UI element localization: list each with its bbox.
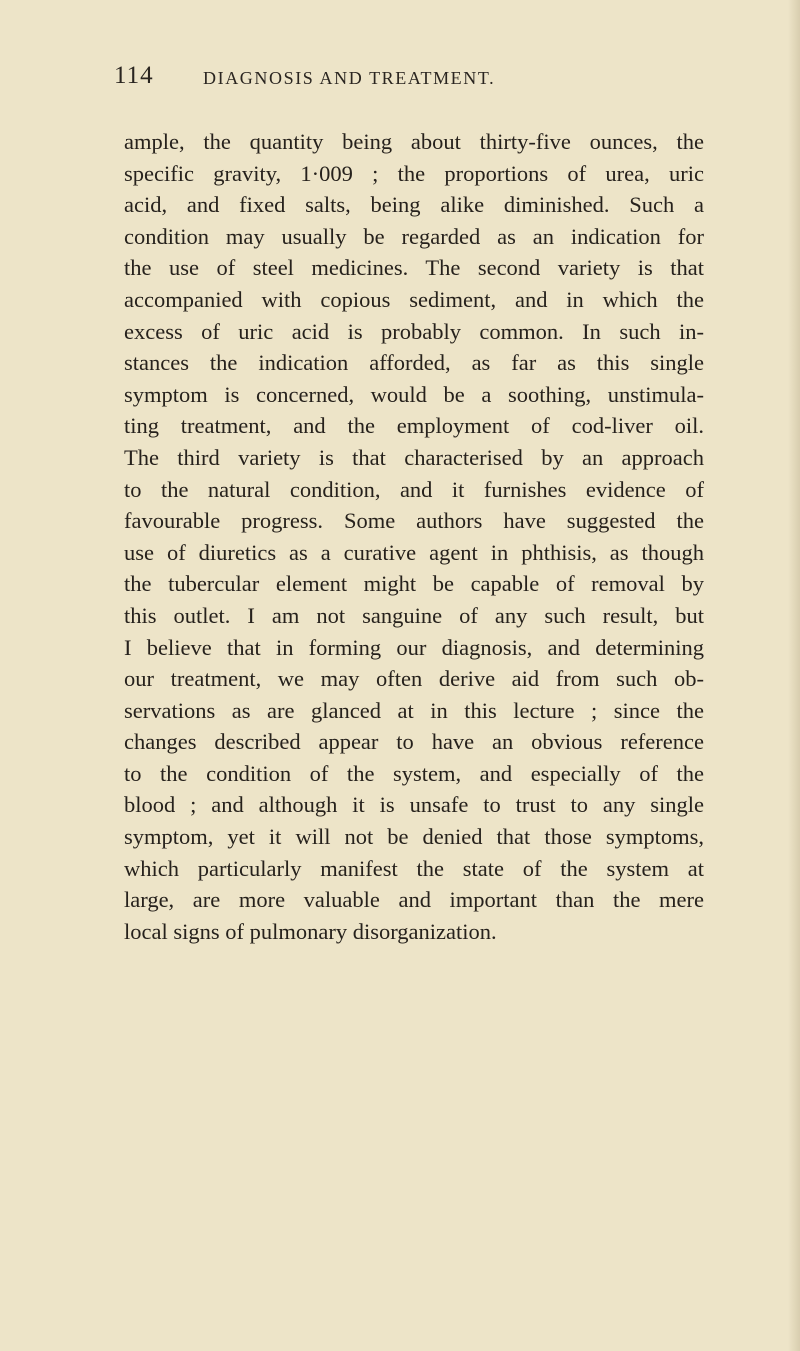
text-line: use of diuretics as a curative agent in phthisis, as though — [124, 539, 704, 565]
running-title: DIAGNOSIS AND TREATMENT. — [203, 68, 496, 88]
text-line: ample, the quantity being about thirty-five ounces, the — [124, 129, 704, 154]
page-number: 114 — [114, 62, 154, 89]
text-line: changes described appear to have an obvious reference — [124, 729, 704, 755]
text-line: The third variety is that characterised by an approach — [124, 444, 704, 470]
text-line: acid, and fixed salts, being alike diminished. Such a — [124, 192, 704, 218]
text-line: blood ; and although it is unsafe to trust to any single — [124, 792, 704, 818]
body-paragraph — [124, 126, 704, 947]
text-line: to the condition of the system, and especially of the — [124, 760, 704, 786]
text-line: symptom, yet it will not be denied that those symptoms, — [124, 824, 704, 850]
text-line: specific gravity, 1·009 ; the proportions of urea, uric — [124, 160, 704, 186]
text-line: favourable progress. Some authors have suggested the — [124, 508, 704, 534]
text-line: condition may usually be regarded as an indication for — [124, 223, 704, 249]
text-line: this outlet. I am not sanguine of any such result, but — [124, 602, 704, 628]
page-edge-shadow — [788, 0, 800, 1351]
text-line: excess of uric acid is probably common. In such in- — [124, 318, 704, 344]
text-line: which particularly manifest the state of the system at — [124, 855, 704, 881]
text-line: the tubercular element might be capable of removal by — [124, 571, 704, 597]
text-line: stances the indication afforded, as far as this single — [124, 350, 704, 376]
text-line: to the natural condition, and it furnishes evidence of — [124, 476, 704, 502]
running-head — [0, 60, 800, 100]
text-line: local signs of pulmonary disorganization. — [124, 918, 497, 944]
text-line: accompanied with copious sediment, and in which the — [124, 286, 704, 312]
text-line: large, are more valuable and important than the mere — [124, 887, 704, 913]
text-line: ting treatment, and the employment of cod-liver oil. — [124, 413, 704, 439]
text-line: symptom is concerned, would be a soothing, unstimula- — [124, 381, 704, 407]
text-line: I believe that in forming our diagnosis, and determining — [124, 634, 704, 660]
text-line: servations as are glanced at in this lecture ; since the — [124, 697, 704, 723]
text-line: our treatment, we may often derive aid from such ob- — [124, 666, 704, 692]
text-line: the use of steel medicines. The second variety is that — [124, 255, 704, 281]
